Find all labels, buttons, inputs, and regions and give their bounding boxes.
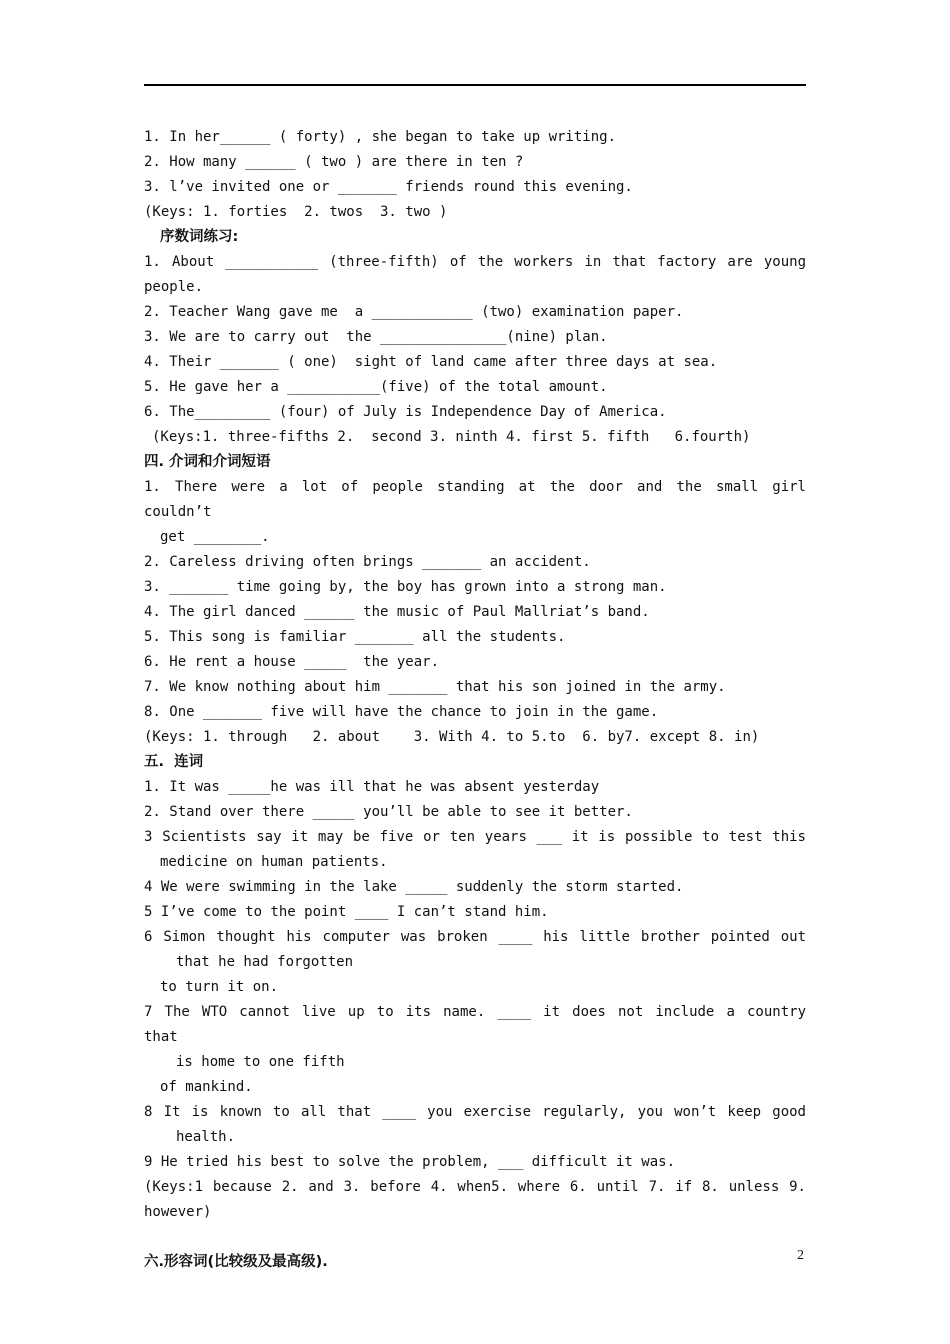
text-line: 3. _______ time going by, the boy has grown into a strong man. (144, 579, 667, 595)
text-line: 2. Careless driving often brings _______ an accident. (144, 554, 591, 570)
text-line: 3. We are to carry out the _______________(nine) plan. (144, 329, 608, 345)
section-heading: 序数词练习: (160, 229, 239, 245)
answer-keys: (Keys:1. three-fifths 2. second 3. ninth 4. first 5. fifth 6.fourth) (152, 429, 751, 445)
section-heading: 五. 连词 (144, 754, 204, 770)
text-line: that he had forgotten (176, 954, 354, 970)
text-line: 1. About ___________ (three-fifth) of the workers in that factory are young (144, 254, 806, 270)
text-line: 5. This song is familiar _______ all the students. (144, 629, 566, 645)
text-line: 2. Teacher Wang gave me a ____________ (two) examination paper. (144, 304, 684, 320)
text-line: 2. Stand over there _____ you’ll be able to see it better. (144, 804, 633, 820)
text-line: to turn it on. (160, 979, 279, 995)
text-line: 7 The WTO cannot live up to its name. ____ it does not include a country that (144, 1004, 806, 1045)
text-line: 6 Simon thought his computer was broken ____ his little brother pointed out (144, 929, 806, 945)
text-line: 5. He gave her a ___________(five) of the total amount. (144, 379, 608, 395)
text-line: 4 We were swimming in the lake _____ suddenly the storm started. (144, 879, 684, 895)
text-line: 1. In her______ ( forty) , she began to take up writing. (144, 129, 617, 145)
text-line: 4. The girl danced ______ the music of Paul Mallriat’s band. (144, 604, 650, 620)
text-line: 8 It is known to all that ____ you exercise regularly, you won’t keep good (144, 1104, 806, 1120)
text-line: 5 I’ve come to the point ____ I can’t stand him. (144, 904, 549, 920)
text-line: 2. How many ______ ( two ) are there in ten ? (144, 154, 524, 170)
text-line: 1. It was _____he was ill that he was absent yesterday (144, 779, 600, 795)
text-line: 3 Scientists say it may be five or ten years ___ it is possible to test this (144, 829, 806, 845)
section-heading: 六.形容词(比较级及最高级). (144, 1254, 328, 1270)
section-heading: 四. 介词和介词短语 (144, 454, 271, 470)
text-line: of mankind. (160, 1079, 253, 1095)
text-line: 6. He rent a house _____ the year. (144, 654, 440, 670)
text-line: 1. There were a lot of people standing at the door and the small girl couldn’t (144, 479, 806, 520)
text-line: health. (176, 1129, 236, 1145)
page-number: 2 (797, 1248, 804, 1263)
text-line: 3. l’ve invited one or _______ friends round this evening. (144, 179, 633, 195)
text-line: is home to one fifth (176, 1054, 345, 1070)
document-body (144, 125, 806, 1275)
answer-keys: (Keys: 1. through 2. about 3. With 4. to 5.to 6. by7. except 8. in) (144, 729, 760, 745)
text-line: 8. One _______ five will have the chance to join in the game. (144, 704, 659, 720)
answer-keys: however) (144, 1204, 212, 1220)
text-line: 4. Their _______ ( one) sight of land came after three days at sea. (144, 354, 718, 370)
text-line: 7. We know nothing about him _______ that his son joined in the army. (144, 679, 726, 695)
header-rule (144, 84, 806, 86)
text-line: 6. The_________ (four) of July is Independence Day of America. (144, 404, 667, 420)
text-line: 9 He tried his best to solve the problem, ___ difficult it was. (144, 1154, 676, 1170)
text-line: people. (144, 279, 204, 295)
spacer (144, 1225, 806, 1250)
text-line: get ________. (160, 529, 270, 545)
answer-keys: (Keys: 1. forties 2. twos 3. two ) (144, 204, 448, 220)
answer-keys: (Keys:1 because 2. and 3. before 4. when5. where 6. until 7. if 8. unless 9. (144, 1179, 806, 1195)
text-line: medicine on human patients. (160, 854, 388, 870)
